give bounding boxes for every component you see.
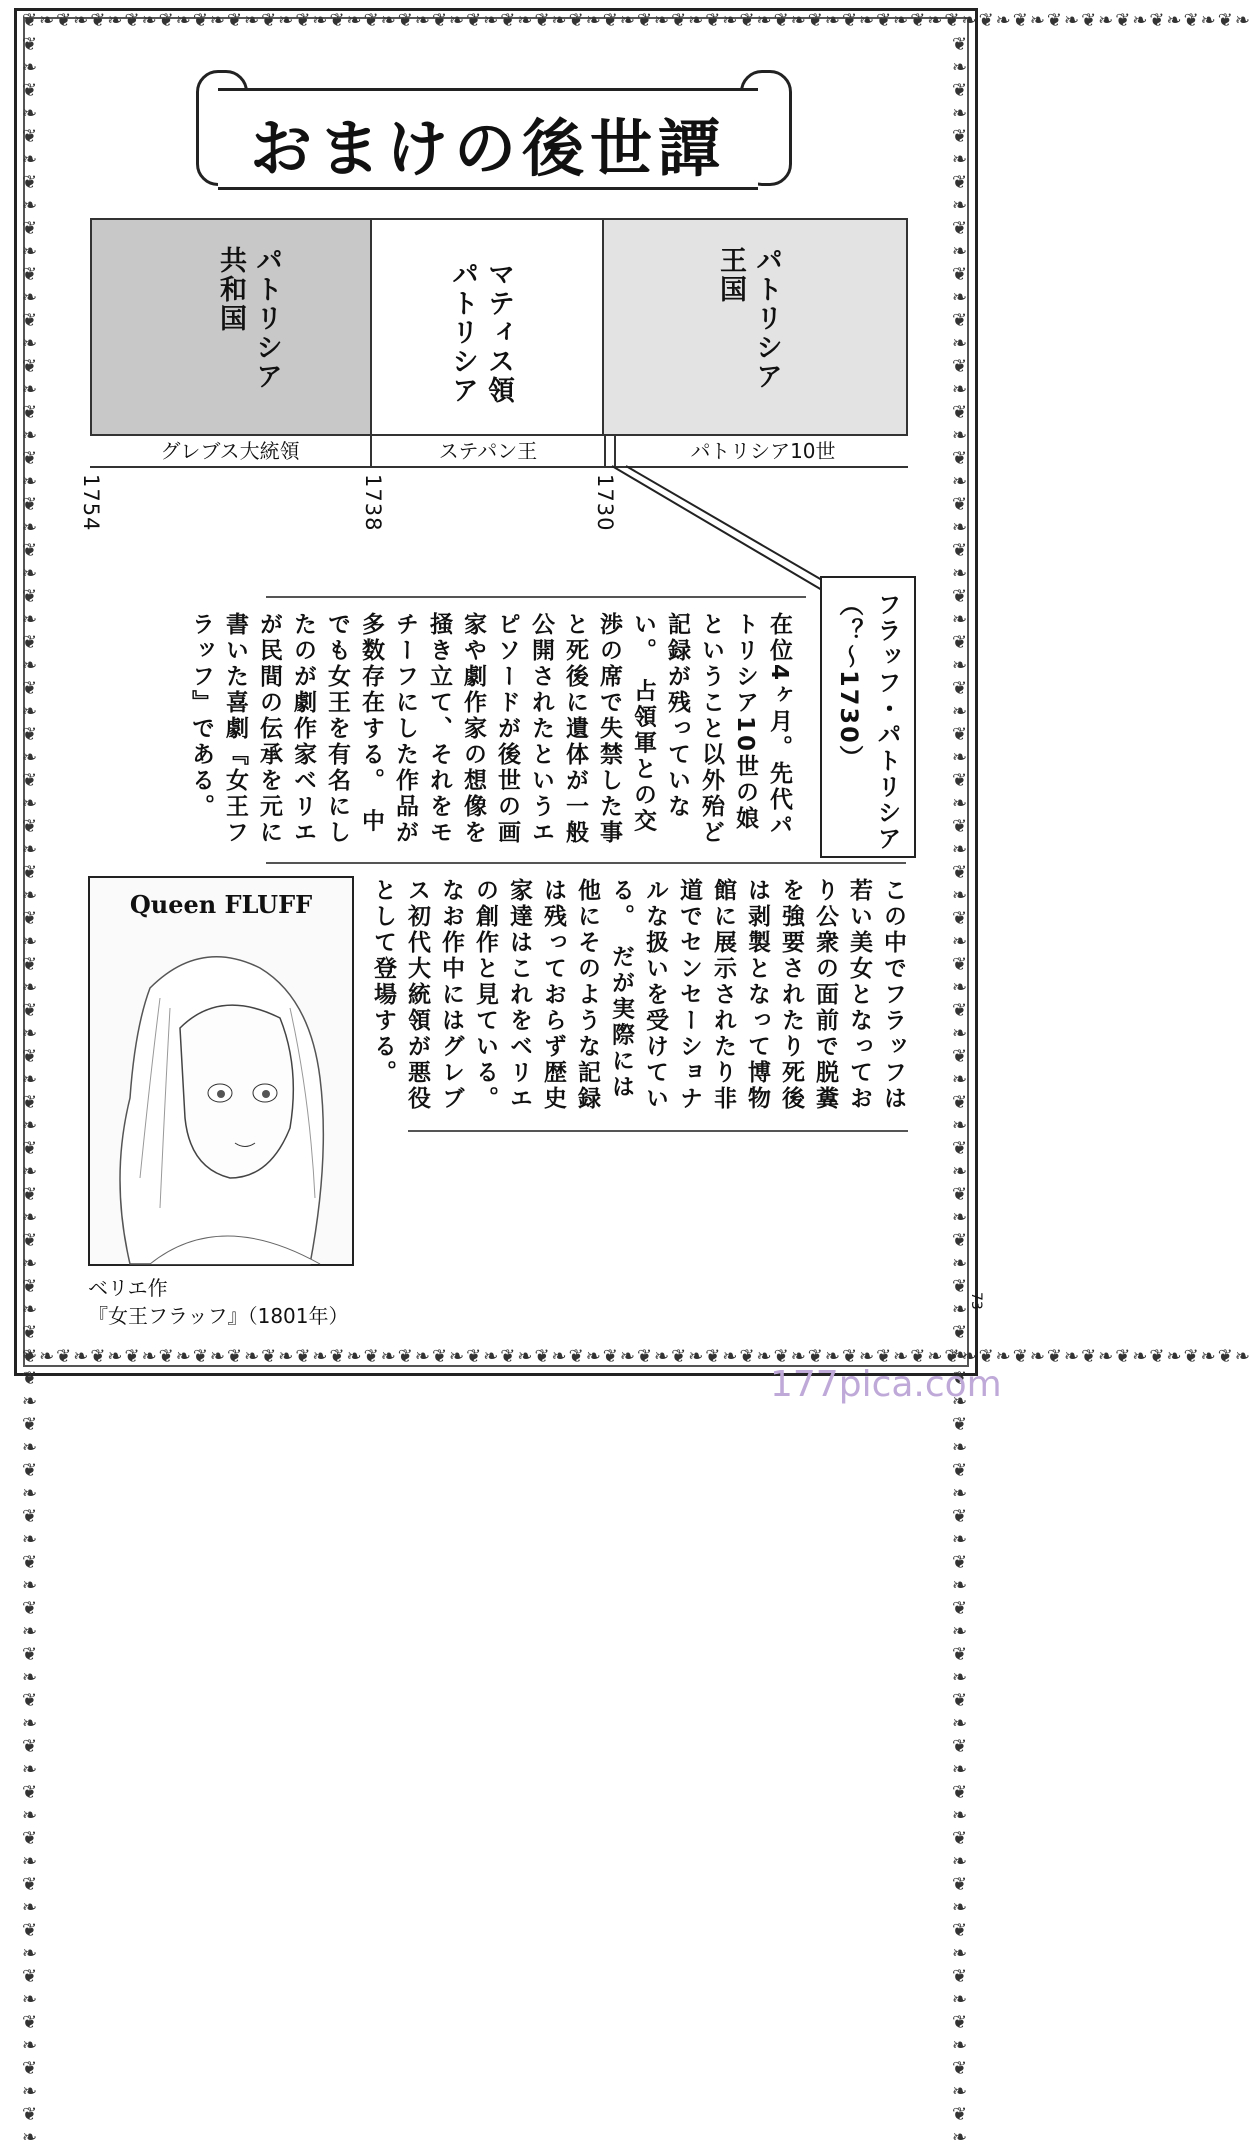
- period-mathis-title-1: マティス領: [483, 260, 514, 405]
- year-1738: 1738: [361, 474, 385, 532]
- period-republic-title-2: 共和国: [215, 246, 246, 333]
- text-block-upper: [188, 612, 796, 852]
- period-kingdom-title-1: パトリシア: [751, 246, 782, 391]
- caption-work: 『女王フラッフ』（1801年）: [88, 1304, 349, 1328]
- paragraph-5: だが実際には他にそのような記録は残っておらず歴史家達はこれをベリエの創作と見ている。: [472, 878, 634, 1112]
- paragraph-2: 占領軍との交渉の席で失禁した事と死後に遺体が一般公開されたというエピソードが後世の画家や劇作家の想像を掻き立て、それをモチーフにした作品が多数存在する。: [358, 612, 656, 846]
- paragraph-4: この中でフラッフは若い美女となっており公衆の面前で脱糞を強要されたり死後は剥製となって博物館に展示されたり非道でセンセーショナルな扱いを受けている。: [608, 878, 906, 1112]
- period-kingdom-title-2: 王国: [715, 246, 746, 304]
- rule-upper-top: [266, 596, 806, 598]
- vine-border-bottom: ❦❧❦❧❦❧❦❧❦❧❦❧❦❧❦❧❦❧❦❧❦❧❦❧❦❧❦❧❦❧❦❧❦❧❦❧❦❧❦❧❦❧❦❧❦❧❦❧❦❧❦❧❦❧❦❧❦❧❦❧❦❧❦❧❦❧❦❧❦❧❦❧: [22, 1346, 1252, 1367]
- ruler-republic: グレブス大統領: [90, 436, 372, 466]
- rule-lower-bottom: [408, 1130, 908, 1132]
- text-block-lower: [370, 878, 910, 1118]
- queen-portrait: [90, 878, 352, 1264]
- page-title: おまけの後世譚: [249, 112, 726, 185]
- caption-author: ベリエ作: [88, 1276, 168, 1300]
- paragraph-6: なお作中にはグレブス初代大統領が悪役として登場する。: [370, 878, 464, 1112]
- paragraph-3: 中でも女王を有名にしたのが劇作家ベリエが民間の伝承を元に書いた喜劇『女王フラッフ』である。: [188, 612, 384, 846]
- vine-border-right: ❦❧❦❧❦❧❦❧❦❧❦❧❦❧❦❧❦❧❦❧❦❧❦❧❦❧❦❧❦❧❦❧❦❧❦❧❦❧❦❧❦❧❦❧❦❧❦❧❦❧❦❧❦❧❦❧❦❧❦❧❦❧❦❧❦❧❦❧❦❧❦❧❦❧❦❧❦❧❦❧❦❧❦❧❦❧❦❧❦❧❦❧: [949, 34, 970, 2150]
- callout-box: [820, 576, 916, 858]
- vine-border-top: ❦❧❦❧❦❧❦❧❦❧❦❧❦❧❦❧❦❧❦❧❦❧❦❧❦❧❦❧❦❧❦❧❦❧❦❧❦❧❦❧❦❧❦❧❦❧❦❧❦❧❦❧❦❧❦❧❦❧❦❧❦❧❦❧❦❧❦❧❦❧❦❧: [22, 10, 1252, 31]
- vine-border-left: ❦❧❦❧❦❧❦❧❦❧❦❧❦❧❦❧❦❧❦❧❦❧❦❧❦❧❦❧❦❧❦❧❦❧❦❧❦❧❦❧❦❧❦❧❦❧❦❧❦❧❦❧❦❧❦❧❦❧❦❧❦❧❦❧❦❧❦❧❦❧❦❧❦❧❦❧❦❧❦❧❦❧❦❧❦❧❦❧❦❧❦❧: [19, 34, 40, 2150]
- page-number: 73: [968, 1292, 984, 1310]
- ruler-mathis: ステパン王: [372, 436, 606, 466]
- paragraph-1: 在位4ヶ月。先代パトリシア10世の娘ということ以外殆ど記録が残っていない。: [630, 612, 792, 846]
- period-republic-title-1: パトリシア: [251, 246, 282, 391]
- callout-name: フラッフ・パトリシア: [873, 592, 901, 852]
- illustration-title: Queen FLUFF: [129, 890, 313, 919]
- rule-upper-bottom: [266, 862, 906, 864]
- year-1754: 1754: [79, 474, 103, 532]
- queen-fluff-illustration: [88, 876, 354, 1266]
- year-1730: 1730: [593, 474, 617, 532]
- callout-dates: （？〜1730）: [835, 592, 863, 771]
- site-watermark: 177pica.com: [770, 1364, 1002, 1405]
- ruler-kingdom: パトリシア10世: [614, 436, 910, 466]
- period-mathis-title-2: パトリシア: [447, 260, 478, 405]
